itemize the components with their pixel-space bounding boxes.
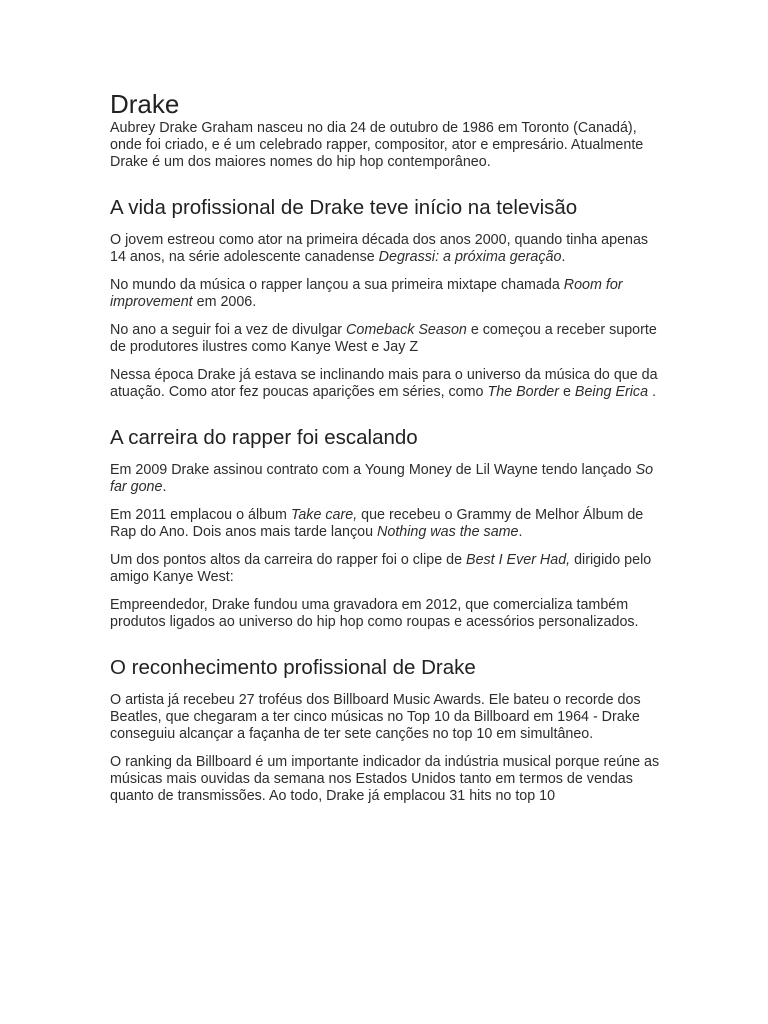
page-title: Drake [110,89,180,119]
paragraph-billboard-awards: O artista já recebeu 27 troféus dos Billboard Music Awards. Ele bateu o recorde dos Beatles, que chegaram a ter cinco músicas no Top 10 da Billboard em 1964 - Drake conseguiu alcançar a façanha de ter sete canções no top 10 em simultâneo. [110,692,641,742]
section-heading-television: A vida profissional de Drake teve início na televisão [110,196,578,219]
series-title: Being Erica [574,384,649,400]
paragraph-acting: Nessa época Drake já estava se inclinando mais para o universo da música do que da atuação. Como ator fez poucas aparições em séries, como The Border e Being Erica . [110,367,658,400]
paragraph-take-care: Em 2011 emplacou o álbum Take care, que recebeu o Grammy de Melhor Álbum de Rap do Ano. Dois anos mais tarde lançou Nothing was the same. [110,507,644,540]
paragraph-first-mixtape: No mundo da música o rapper lançou a sua primeira mixtape chamada Room for improvement em 2006. [110,277,623,310]
kanye-link: como Kanye West [251,339,368,355]
paragraph-billboard-ranking: O ranking da Billboard é um importante indicador da indústria musical porque reúne as músicas mais ouvidas da semana nos Estados Unidos tanto em termos de vendas quanto de transmissões. Ao todo, Drake já emplacou 31 hits no top 10 [110,754,660,804]
section-heading-recognition: O reconhecimento profissional de Drake [110,656,476,679]
series-title: The Border [487,384,559,400]
paragraph-young-money: Em 2009 Drake assinou contrato com a Young Money de Lil Wayne tendo lançado So far gone. [110,462,654,495]
album-title: Nothing was the same [377,524,519,540]
intro-paragraph: Aubrey Drake Graham nasceu no dia 24 de outubro de 1986 em Toronto (Canadá), onde foi criado, e é um celebrado rapper, compositor, ator e empresário. Atualmente Drake é um dos maiores nomes do hip hop contemporâneo. [110,120,644,170]
mixtape-title: So far gone [110,462,654,495]
series-title: Degrassi: a próxima geração [378,249,562,265]
section-heading-career: A carreira do rapper foi escalando [110,426,418,449]
mixtape-title: Comeback Season [346,322,467,338]
mixtape-title: Room for improvement [110,277,623,310]
article [110,88,660,805]
paragraph-best-i-ever-had: Um dos pontos altos da carreira do rapper foi o clipe de Best I Ever Had, dirigido pelo amigo Kanye West: [110,552,652,585]
album-title: Take care, [290,507,358,523]
song-title: Best I Ever Had, [466,552,571,568]
paragraph-entrepreneur: Empreendedor, Drake fundou uma gravadora em 2012, que comercializa também produtos ligados ao universo do hip hop como roupas e acessórios personalizados. [110,597,639,630]
paragraph-comeback-season: No ano a seguir foi a vez de divulgar Comeback Season e começou a receber suporte de produtores ilustres como Kanye West e Jay Z [110,322,657,355]
paragraph-degrassi: O jovem estreou como ator na primeira década dos anos 2000, quando tinha apenas 14 anos, na série adolescente canadense Degrassi: a próxima geração. [110,232,649,265]
